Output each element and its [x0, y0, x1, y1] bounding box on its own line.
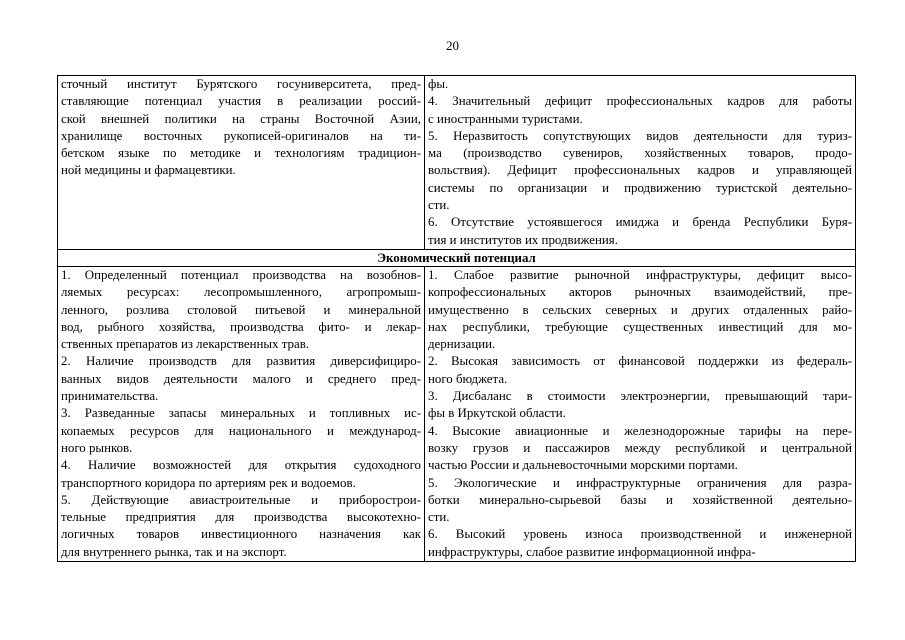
list-item: [428, 214, 852, 249]
list-item: [61, 457, 421, 492]
table-cell-economic-strengths: [58, 266, 425, 561]
text-line: ставляющие потенциал участия в реализации россий-: [61, 94, 421, 109]
cell-paragraph: [61, 76, 421, 180]
text-line: бетском языке по методике и технологиям традицион-: [61, 146, 421, 161]
table-row: [58, 76, 856, 250]
text-line: 6. Высокий уровень износа производственной и инженерной: [428, 527, 852, 542]
text-line: фы в Иркутской области.: [428, 406, 566, 421]
text-line: хранилище восточных рукописей-оригиналов на ти-: [61, 128, 421, 143]
list-item: [61, 492, 421, 561]
text-line: 5. Действующие авиастроительные и приборострои-: [61, 492, 421, 507]
text-line: дернизации.: [428, 337, 496, 352]
text-line: ской внешней политики на страны Восточной Азии,: [61, 111, 421, 126]
text-line: нах республики, требующие существенных инвестиций для мо-: [428, 319, 852, 334]
text-line: 3. Разведанные запасы минеральных и топливных ис-: [61, 406, 421, 421]
text-line: инфраструктуры, слабое развитие информационной инфра-: [428, 544, 756, 559]
text-line: имущественно в сельских северных и других отдаленных райо-: [428, 302, 852, 317]
list-item: [428, 526, 852, 561]
list-item: [61, 405, 421, 457]
list-item: [428, 93, 852, 128]
text-line: тельные предприятия для производства высокотехно-: [61, 510, 421, 525]
text-line: 4. Значительный дефицит профессиональных кадров для работы: [428, 94, 852, 109]
text-line: ляемых ресурсах: лесопромышленного, агропромыш-: [61, 285, 421, 300]
text-line: для внутреннего рынка, так и на экспорт.: [61, 544, 287, 559]
text-line: частью России и дальневосточными морскими портами.: [428, 458, 738, 473]
list-item: [428, 475, 852, 527]
list-item: [61, 267, 421, 353]
list-item: [61, 353, 421, 405]
text-line: 1. Определенный потенциал производства на возобнов-: [61, 267, 421, 282]
text-line: системы по организации и продвижению туристской деятельно-: [428, 180, 852, 195]
text-line: сти.: [428, 510, 450, 525]
text-line: 3. Дисбаланс в стоимости электроэнергии, превышающий тари-: [428, 389, 852, 404]
text-line: фы.: [428, 77, 449, 91]
text-line: 4. Высокие авиационные и железнодорожные тарифы на пере-: [428, 423, 852, 438]
list-item: [428, 267, 852, 353]
text-line: сточный институт Бурятского госуниверситета, пред-: [61, 77, 421, 91]
text-line: тия и институтов их продвижения.: [428, 232, 618, 247]
page-number: 20: [446, 38, 459, 53]
table-cell-strengths-continued: [58, 76, 425, 250]
text-line: копаемых ресурсов для национального и международ-: [61, 423, 421, 438]
text-line: 6. Отсутствие устоявшегося имиджа и бренда Республики Буря-: [428, 215, 852, 230]
text-line: ного рынков.: [61, 440, 133, 455]
section-header: Экономический потенциал: [58, 249, 856, 266]
text-line: ботки минерально-сырьевой базы и хозяйственной деятельно-: [428, 492, 852, 507]
list-item: [428, 76, 852, 93]
table-cell-economic-weaknesses: [425, 266, 856, 561]
text-line: транспортного коридора по артериям рек и водоемов.: [61, 475, 356, 490]
text-line: возку грузов и пассажиров между республикой и центральной: [428, 440, 852, 455]
text-line: логичных товаров инвестиционного назначения как: [61, 527, 421, 542]
table-row: [58, 266, 856, 561]
text-line: вольствия). Дефицит профессиональных кадров и управляющей: [428, 163, 852, 178]
text-line: ванных видов деятельности малого и среднего пред-: [61, 371, 421, 386]
swot-table: [57, 75, 856, 562]
text-line: копрофессиональных акторов рыночных взаимодействий, пре-: [428, 285, 852, 300]
list-item: [428, 353, 852, 388]
list-item: [428, 423, 852, 475]
text-line: ленного, розлива столовой питьевой и минеральной: [61, 302, 421, 317]
section-header-row: [58, 249, 856, 266]
text-line: 2. Наличие производств для развития диверсифициро-: [61, 354, 421, 369]
text-line: 4. Наличие возможностей для открытия судоходного: [61, 458, 421, 473]
text-line: 1. Слабое развитие рыночной инфраструктуры, дефицит высо-: [428, 267, 852, 282]
text-line: ной медицины и фармацевтики.: [61, 163, 236, 178]
text-line: 2. Высокая зависимость от финансовой поддержки из федераль-: [428, 354, 852, 369]
text-line: принимательства.: [61, 389, 159, 404]
text-line: 5. Экологические и инфраструктурные ограничения для разра-: [428, 475, 852, 490]
list-item: [428, 388, 852, 423]
table-cell-weaknesses-continued: [425, 76, 856, 250]
text-line: с иностранными туристами.: [428, 111, 583, 126]
text-line: ственных препаратов из лекарственных трав.: [61, 337, 310, 352]
text-line: 5. Неразвитость сопутствующих видов деятельности для туриз-: [428, 128, 852, 143]
text-line: ного бюджета.: [428, 371, 508, 386]
text-line: ма (производство сувениров, хозяйственных товаров, продо-: [428, 146, 852, 161]
text-line: сти.: [428, 198, 450, 213]
list-item: [428, 128, 852, 214]
text-line: вод, рыбного хозяйства, производства фито- и лекар-: [61, 319, 421, 334]
